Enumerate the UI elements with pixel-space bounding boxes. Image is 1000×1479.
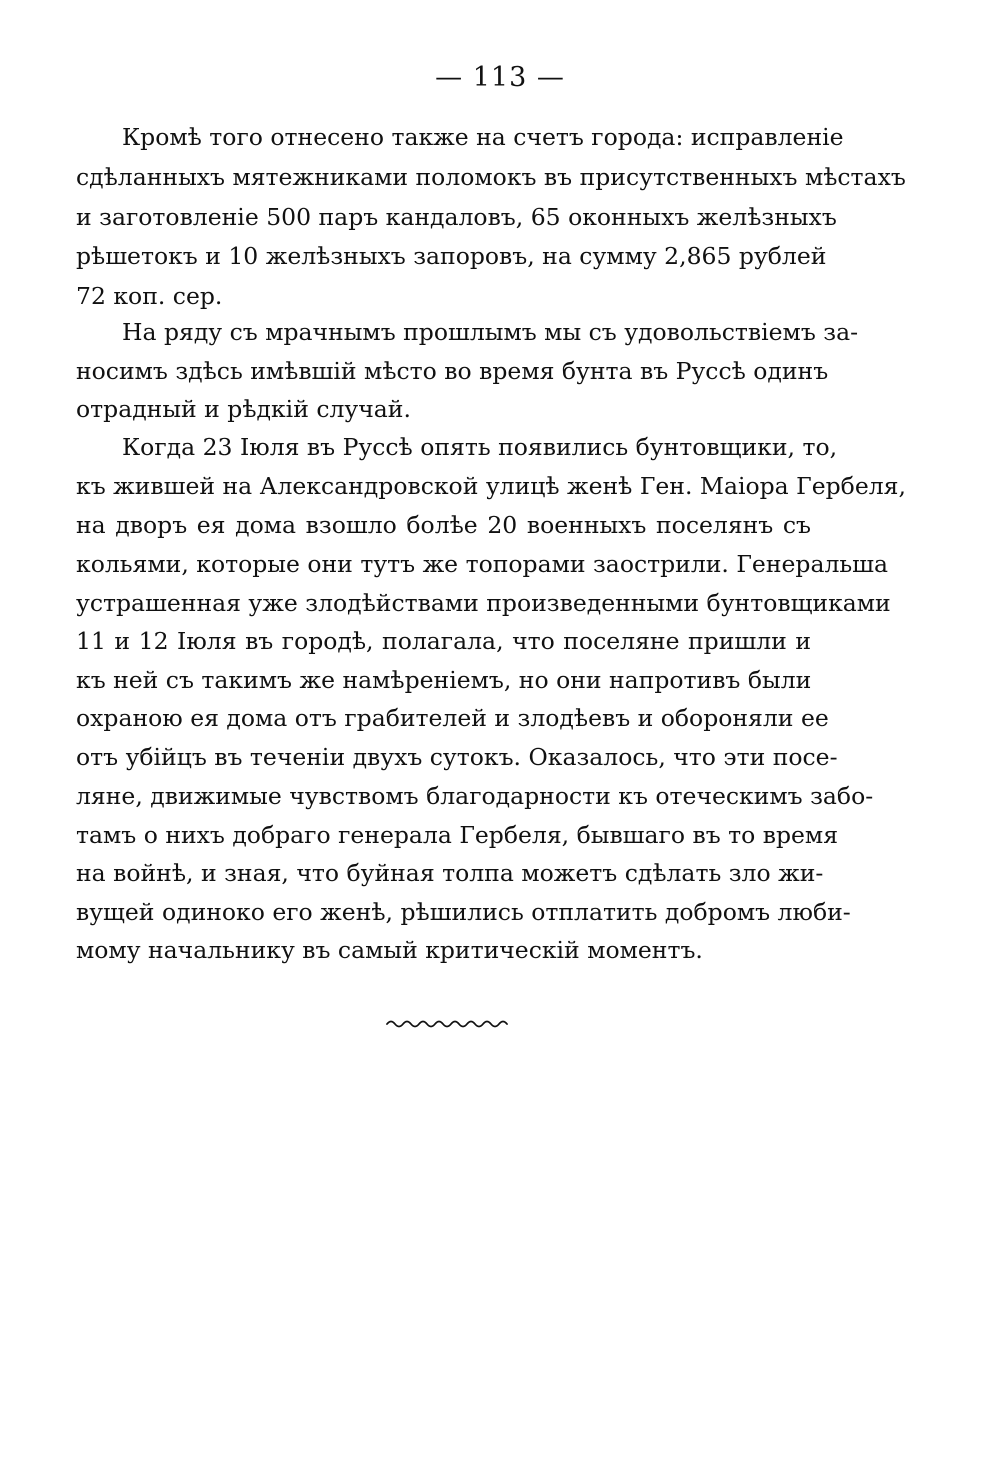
text-line: носимъ здѣсь имѣвшій мѣсто во время бунта въ Руссѣ одинъ (76, 357, 829, 385)
text-line: мому начальнику въ самый критическій моментъ. (76, 936, 703, 964)
text-line: устрашенная уже злодѣйствами произведенными бунтовщиками (76, 589, 891, 617)
text-line: 11 и 12 Іюля въ городѣ, полагала, что поселяне пришли и (76, 627, 811, 655)
text-line: ляне, движимые чувствомъ благодарности къ отеческимъ забо- (76, 782, 874, 810)
text-line: кольями, которые они тутъ же топорами заострили. Генеральша (76, 550, 889, 578)
text-line: На ряду съ мрачнымъ прошлымъ мы съ удовольствіемъ за- (122, 318, 859, 346)
text-line: отъ убійцъ въ теченіи двухъ сутокъ. Оказалось, что эти посе- (76, 743, 838, 771)
text-line: на войнѣ, и зная, что буйная толпа можетъ сдѣлать зло жи- (76, 859, 824, 887)
page-number: — 113 — (435, 62, 565, 93)
text-line: рѣшетокъ и 10 желѣзныхъ запоровъ, на сумму 2,865 рублей (76, 242, 827, 270)
text-line: сдѣланныхъ мятежниками поломокъ въ присутственныхъ мѣстахъ (76, 163, 906, 191)
text-line: охраною ея дома отъ грабителей и злодѣевъ и обороняли ее (76, 704, 829, 732)
text-line: тамъ о нихъ добраго генерала Гербеля, бывшаго въ то время (76, 821, 839, 849)
text-line: къ ней съ такимъ же намѣреніемъ, но они напротивъ были (76, 666, 812, 694)
text-line: вущей одиноко его женѣ, рѣшились отплатить добромъ люби- (76, 898, 851, 926)
text-line: и заготовленіе 500 паръ кандаловъ, 65 оконныхъ желѣзныхъ (76, 203, 837, 231)
text-line: отрадный и рѣдкій случай. (76, 395, 411, 423)
wavy-divider-ornament (385, 1015, 510, 1033)
text-line: Кромѣ того отнесено также на счетъ города: исправленіе (122, 123, 844, 151)
text-line: на дворъ ея дома взошло болѣе 20 военныхъ поселянъ съ (76, 511, 811, 539)
text-line: къ жившей на Александровской улицѣ женѣ Ген. Маіора Гербеля, (76, 472, 906, 500)
text-line: Когда 23 Іюля въ Руссѣ опять появились бунтовщики, то, (122, 433, 838, 461)
text-line: 72 коп. сер. (76, 282, 223, 310)
